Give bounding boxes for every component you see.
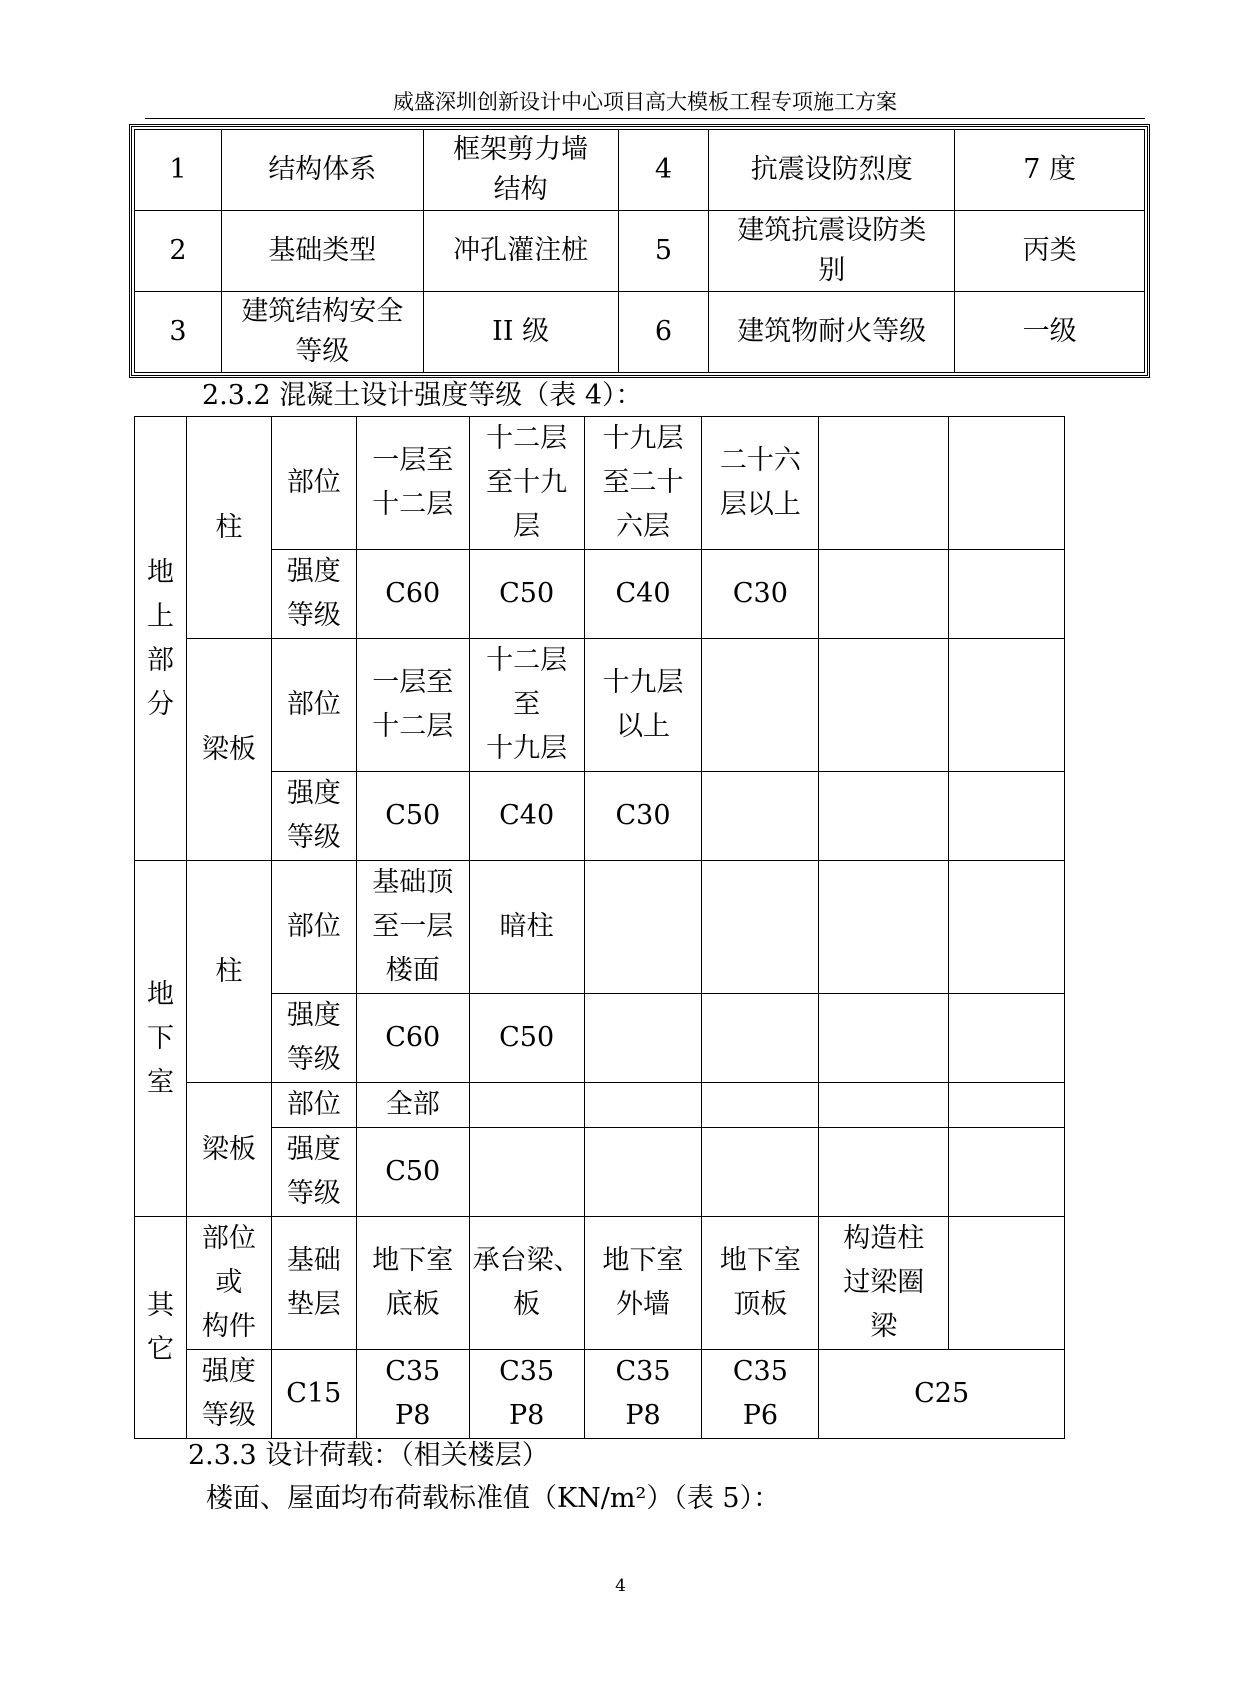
row-label-grade: 强度 等级 xyxy=(186,1350,271,1439)
table-cell: 十二层 至十九 层 xyxy=(469,417,584,550)
table-row xyxy=(135,417,1065,550)
table-cell: C40 xyxy=(584,550,702,639)
group-label-basement: 地 下 室 xyxy=(135,861,187,1217)
table-cell: 基础 垫层 xyxy=(271,1217,356,1350)
table-cell: 暗柱 xyxy=(469,861,584,994)
table-cell: C35 P8 xyxy=(469,1350,584,1439)
table-cell: C50 xyxy=(469,550,584,639)
table-cell xyxy=(702,1128,819,1217)
table-row xyxy=(135,1128,1065,1217)
row-label-grade: 强度 等级 xyxy=(271,994,356,1083)
group-label-other: 其 它 xyxy=(135,1217,187,1439)
table-cell xyxy=(949,772,1065,861)
table-cell: 冲孔灌注桩 xyxy=(423,211,618,292)
table-cell: C30 xyxy=(584,772,702,861)
table-cell: 2 xyxy=(135,211,222,292)
table-cell: 6 xyxy=(618,292,709,373)
table-cell: 十九层 以上 xyxy=(584,639,702,772)
table-cell xyxy=(702,639,819,772)
row-label-position: 部位 xyxy=(271,417,356,550)
subgroup-label-beam-slab: 梁板 xyxy=(186,1083,271,1217)
table-cell: II 级 xyxy=(423,292,618,373)
table-cell: 基础顶 至一层 楼面 xyxy=(356,861,469,994)
row-label-grade: 强度 等级 xyxy=(271,1128,356,1217)
table-cell: 全部 xyxy=(356,1083,469,1128)
table-cell: 结构体系 xyxy=(221,130,423,211)
table-cell: C50 xyxy=(469,994,584,1083)
subgroup-label-column: 柱 xyxy=(186,417,271,639)
table-cell xyxy=(819,772,949,861)
table-cell xyxy=(584,1083,702,1128)
table-cell: 二十六 层以上 xyxy=(702,417,819,550)
table-cell: 构造柱 过梁圈 梁 xyxy=(819,1217,949,1350)
table-row xyxy=(135,130,1145,211)
table-cell xyxy=(949,550,1065,639)
table-cell xyxy=(702,1083,819,1128)
table-cell xyxy=(819,417,949,550)
table-row xyxy=(135,1083,1065,1128)
table-cell: 一层至 十二层 xyxy=(356,417,469,550)
page-header: 威盛深圳创新设计中心项目高大模板工程专项施工方案 xyxy=(393,90,897,114)
table-cell: 十九层 至二十 六层 xyxy=(584,417,702,550)
table-cell xyxy=(702,772,819,861)
table-cell: C35 P8 xyxy=(356,1350,469,1439)
table-row xyxy=(135,1350,1065,1439)
table-cell: 3 xyxy=(135,292,222,373)
row-label-position: 部位 xyxy=(271,639,356,772)
table-cell xyxy=(584,1128,702,1217)
table-cell xyxy=(819,994,949,1083)
table-cell: C50 xyxy=(356,772,469,861)
table-row xyxy=(135,1217,1065,1350)
table-cell: C35 P6 xyxy=(702,1350,819,1439)
table-cell: C25 xyxy=(819,1350,1065,1439)
header-rule xyxy=(145,118,1145,119)
table-cell: 承台梁、 板 xyxy=(469,1217,584,1350)
table-cell: 建筑结构安全 等级 xyxy=(221,292,423,373)
table-cell: C15 xyxy=(271,1350,356,1439)
row-label-position: 部位 xyxy=(271,861,356,994)
concrete-grade-table xyxy=(134,416,1065,1439)
table-cell: 一层至 十二层 xyxy=(356,639,469,772)
table-cell: C35 P8 xyxy=(584,1350,702,1439)
table-cell: 框架剪力墙 结构 xyxy=(423,130,618,211)
table-cell xyxy=(949,994,1065,1083)
table-cell: 十二层 至 十九层 xyxy=(469,639,584,772)
table-cell xyxy=(469,1128,584,1217)
table-cell xyxy=(469,1083,584,1128)
table-cell: 一级 xyxy=(955,292,1145,373)
table-cell: 1 xyxy=(135,130,222,211)
row-label-position: 部位 xyxy=(271,1083,356,1128)
table-cell: C60 xyxy=(356,550,469,639)
table-row xyxy=(135,861,1065,994)
table-row xyxy=(135,772,1065,861)
table-cell: 建筑物耐火等级 xyxy=(709,292,955,373)
table-cell: 4 xyxy=(618,130,709,211)
table-cell: 地下室 顶板 xyxy=(702,1217,819,1350)
table-cell: 地下室 底板 xyxy=(356,1217,469,1350)
table-row xyxy=(135,211,1145,292)
table-cell: C60 xyxy=(356,994,469,1083)
subgroup-label-beam-slab: 梁板 xyxy=(186,639,271,861)
table-cell xyxy=(949,1128,1065,1217)
table-cell xyxy=(819,861,949,994)
table-cell xyxy=(584,861,702,994)
table-row xyxy=(135,550,1065,639)
table-cell xyxy=(819,639,949,772)
table-row xyxy=(135,639,1065,772)
table-cell: 7 度 xyxy=(955,130,1145,211)
table-cell: C50 xyxy=(356,1128,469,1217)
table-cell: 地下室 外墙 xyxy=(584,1217,702,1350)
table-cell: C40 xyxy=(469,772,584,861)
table-cell xyxy=(702,861,819,994)
table-cell: 基础类型 xyxy=(221,211,423,292)
page-number: 4 xyxy=(615,1576,626,1596)
table-cell xyxy=(949,1083,1065,1128)
table-cell xyxy=(819,550,949,639)
row-label-grade: 强度 等级 xyxy=(271,550,356,639)
table-cell: C30 xyxy=(702,550,819,639)
table-cell xyxy=(819,1128,949,1217)
load-table-caption: 楼面、屋面均布荷载标准值（KN/m²）（表 5）： xyxy=(206,1483,781,1514)
table-cell: 抗震设防烈度 xyxy=(709,130,955,211)
table-cell: 丙类 xyxy=(955,211,1145,292)
table-cell xyxy=(819,1083,949,1128)
table-cell xyxy=(702,994,819,1083)
row-label-component: 部位 或 构件 xyxy=(186,1217,271,1350)
table-cell xyxy=(584,994,702,1083)
table-cell xyxy=(949,639,1065,772)
table-cell: 建筑抗震设防类 别 xyxy=(709,211,955,292)
section-heading-2-3-3: 2.3.3 设计荷载：（相关楼层） xyxy=(188,1440,549,1471)
table-cell: 5 xyxy=(618,211,709,292)
table-cell xyxy=(949,1217,1065,1350)
table-cell xyxy=(949,861,1065,994)
table-row xyxy=(135,292,1145,373)
row-label-grade: 强度 等级 xyxy=(271,772,356,861)
subgroup-label-column: 柱 xyxy=(186,861,271,1083)
section-heading-2-3-2: 2.3.2 混凝土设计强度等级（表 4）： xyxy=(202,380,643,411)
table-row xyxy=(135,994,1065,1083)
group-label-above-ground: 地 上 部 分 xyxy=(135,417,187,861)
building-info-table xyxy=(134,129,1145,373)
table-cell xyxy=(949,417,1065,550)
